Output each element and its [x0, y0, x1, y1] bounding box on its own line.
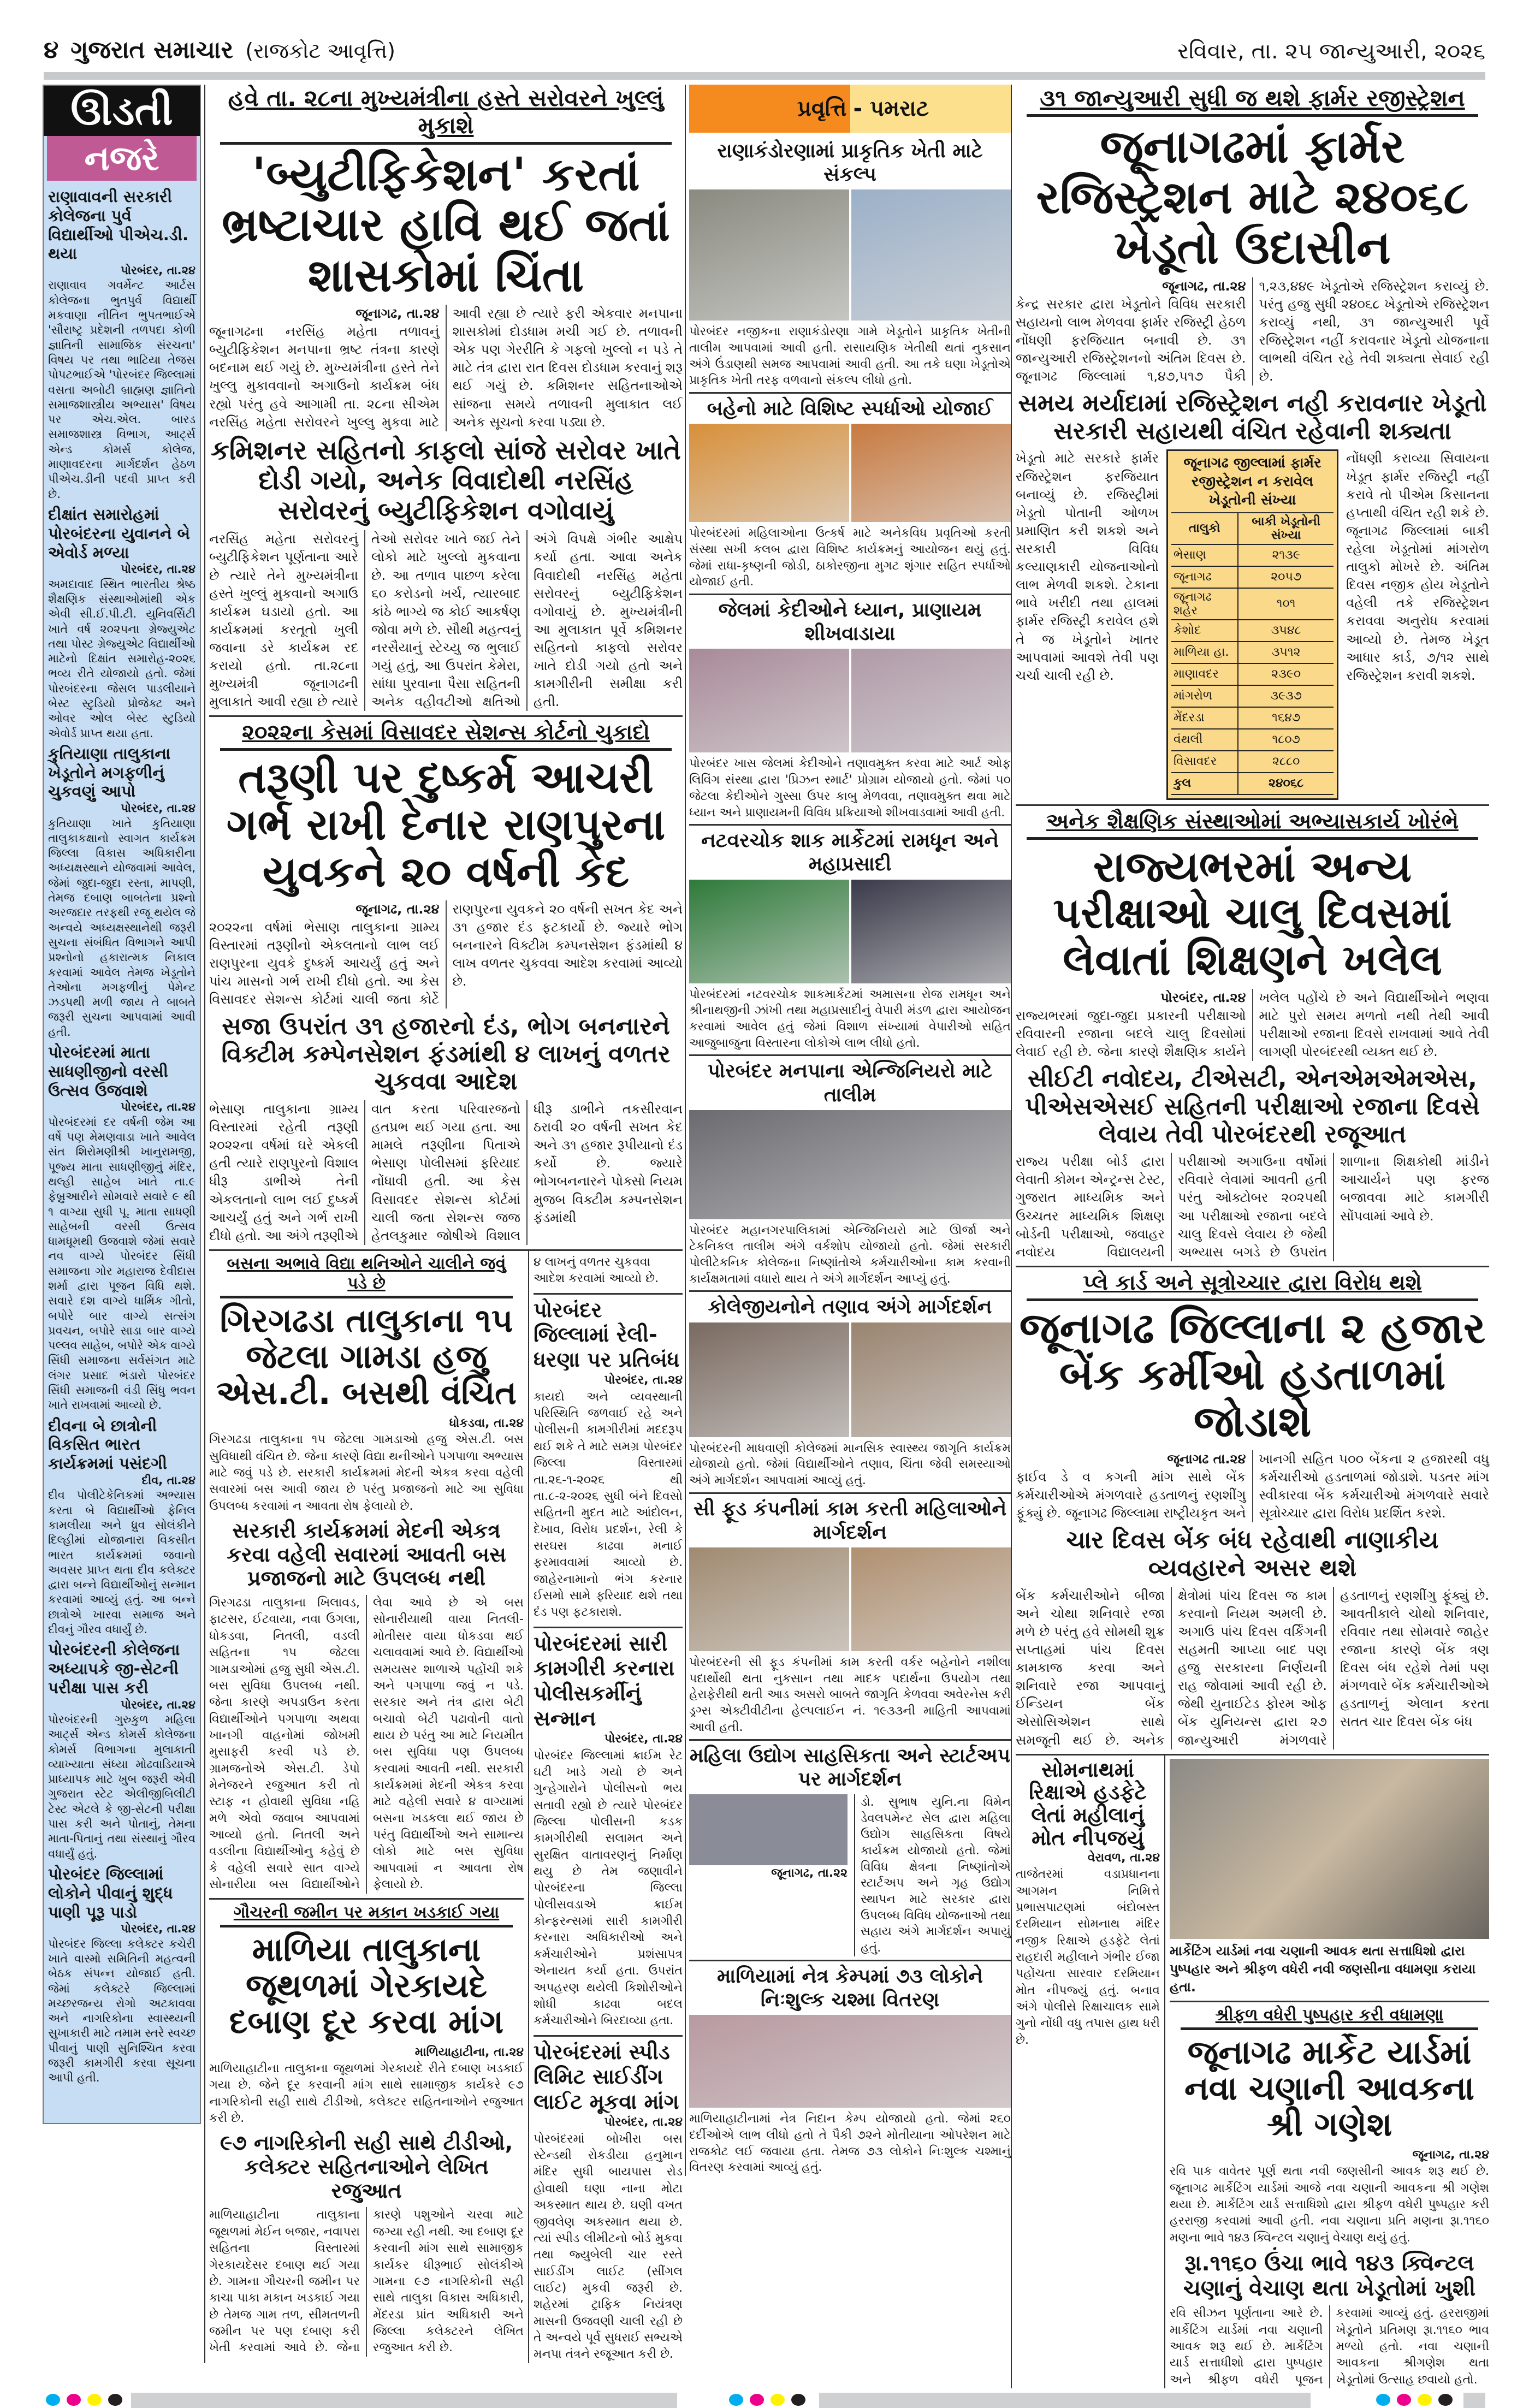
- story-subhead: સજા ઉપરાંત ૩૧ હજારનો દંડ, ભોગ બનનારને વિક્ટીમ કમ્પેનસેશન ફંડમાંથી ૪ લાખનું વળતર ચુકવવા આદેશ: [221, 1012, 671, 1096]
- story-headline: ગિરગઢડા તાલુકાના ૧૫ જેટલા ગામડા હજુ એસ.ટી. બસથી વંચિત: [216, 1301, 517, 1412]
- photo: [689, 649, 849, 752]
- registration-dot: [1438, 2394, 1453, 2406]
- intro-text: માળિયાહાટીના તાલુકાના જૂથળમાં ગેરકાયદે રીતે દબાણ ખડકાઈ ગયા છે. જેને દૂર કરવાની માંગ સાથે સામાજીક કાર્યકરે ૯૭ નાગરિકોની સહી સાથે ટીડીઓ, કલેક્ટર સહિતનાઓને રજુઆત કરી છે.: [209, 2061, 524, 2125]
- sidebar-article-body: પોરબંદરમાં દર વર્ષની જેમ આ વર્ષે પણ મેમણવાડા ખાતે આવેલ સંત શિરોમણીશ્રી ખાનુરામજી, પૂજ્ય માતા સાધણીજીનું મંદિર, થલ્હી સાહેબ ખાતે તા.૯ ફેબ્રુઆરીને સોમવારે સવારે ૯ થી ૧ વાગ્યા સુધી પૂ. માતા સાધણી સાહેબની વરસી ઉત્સવ ધામધૂમથી ઉજવાશે જેમાં સવારે નવ વાગ્યે પોરબંદર સિંધી સમાજના ગોર મહારાજ દેવીદાસ શર્મા દ્વારા પૂજન વિધિ થશે. સવારે દશ વાગ્યે ધાર્મિક ગીતો, બપોરે બાર વાગ્યે સત્સંગ પ્રવચન, બપોરે સાડા બાર વાગ્યે પલ્લવ સાહેબ, બપોરે એક વાગ્યે સિંધી સમાજના સર્વસંગત માટે લંગર પ્રસાદ ભંડારો પોરબંદર સિંધી સમાજની વંડી સિંધુ ભવન ખાતે રાખવામાં આવ્યો છે.: [48, 1115, 195, 1412]
- count-cell: ૩૫૪૮: [1238, 620, 1334, 642]
- dateline: પોરબંદર, તા.૨૪: [1160, 989, 1246, 1005]
- photo-story-caption: પોરબંદરમાં નટવરચોક શાકમાર્કેટમાં અમાસના રોજ રામધૂન અને શ્રીનાથજીની ઝાંખી તથા મહાપ્રસાદીનું વેપારી મંડળ દ્વારા આયોજન કરવામાં આવેલ હતું જેમાં વિશાળ સંખ્યામાં વેપારીઓ સહિત આજુબાજુના વિસ્તારના લોકોએ લાભ લીધો હતો.: [689, 987, 1011, 1050]
- taluka-cell: માંગરોળ: [1171, 685, 1238, 707]
- story-headline: રાજ્યભરમાં અન્ય પરીક્ષાઓ ચાલુ દિવસમાં લેવાતાં શિક્ષણને ખલેલ: [1053, 842, 1452, 986]
- taluka-cell: માળિયા હા.: [1171, 642, 1238, 663]
- photo: [689, 1110, 1011, 1219]
- photo-story-photo: [689, 2015, 1011, 2108]
- sidebar-article-headline: રાણાવાવની સરકારી કોલેજના પુર્વ વિદ્યાર્થીઓ પીએચ.ડી. થયા: [48, 187, 188, 263]
- intro-text: કેન્દ્ર સરકાર દ્વારા ખેડૂતોને વિવિધ સરકારી સહાયનો લાભ મેળવવા ફાર્મર રજિસ્ટ્રી હેઠળ નોંધણી ફરજિયાત બનાવી છે. ૩૧ જાન્યુઆરી રજિસ્ટ્રેશનનો અંતિમ દિવસ છે. જૂનાગઢ જિલ્લામાં ૧,૪૭,૫૧૭ પૈકી ૧,૨૩,૪૪૯ ખેડૂતોએ રજિસ્ટ્રેશન કરાવ્યું છે. પરંતુ હજુ સુધી ૨૪૦૬૮ ખેડૂતોએ રજિસ્ટ્રેશન કરાવ્યું નથી, ૩૧ જાન્યુઆરી પૂર્વે રજિસ્ટ્રેશન નહીં કરાવનાર ખેડૂતો યોજનાના લાભથી વંચિત રહે તેવી શક્યતા સેવાઈ રહી છે.: [1016, 278, 1489, 384]
- table-header: બાકી ખેડૂતોની સંખ્યા: [1238, 513, 1334, 544]
- court-story-continuation: ૪ લાખનું વળતર ચુકવવા આદેશ કરવામાં આવ્યો છે.: [534, 1255, 659, 1286]
- story-court-verdict: [209, 715, 683, 1245]
- table-row: [1171, 707, 1334, 729]
- header-rule: [44, 72, 1485, 80]
- table-row: [1171, 751, 1334, 773]
- story-subhead: સમય મર્યાદામાં રજિસ્ટ્રેશન નહી કરાવનાર ખેડૂતો સરકારી સહાયથી વંચિત રહેવાની શક્યતા: [1018, 389, 1487, 445]
- lower-left-stories: [209, 1251, 528, 2363]
- photo: [689, 2015, 1011, 2108]
- registration-dot: [1418, 2394, 1432, 2406]
- story-body: બેંક કર્મચારીઓને બીજા અને ચોથા શનિવારે રજા મળે છે પરંતુ હવે સોમથી શુક્ર સપ્તાહમાં પાંચ દિવસ કામકાજ કરવા અને શનિવારે રજા આપવાનું ઈન્ડિયન બેંક એસોસિએશન સાથે સમજૂતી થઈ છે. અનેક ક્ષેત્રોમાં પાંચ દિવસ જ કામ કરવાનો નિયમ અમલી છે. અગાઉ પાંચ દિવસ વર્કિંગની સહમતી આપ્યા બાદ પણ હજુ સરકારના નિર્ણયની રાહ જોવામાં આવી રહી છે. જેથી યુનાઈટેડ ફોરમ ઓફ બેંક યુનિયન્સ દ્વારા ૨૭ જાન્યુઆરી મંગળવારે હડતાળનું રણશીંગુ ફૂંક્યું છે. આવતીકાલે ચોથો શનિવાર, રવિવાર તથા સોમવારે જાહેર રજાના કારણે બેંક ત્રણ દિવસ બંધ રહેશે તેમાં પણ મંગળવારે બેંક કર્મચારીઓએ હડતાળનું એલાન કરતા સતત ચાર દિવસ બેંક બંધ: [1016, 1587, 1489, 1748]
- photo: [689, 424, 849, 522]
- photo-story-headline: પોરબંદર મનપાના એન્જિનિયરો માટે તાલીમ: [689, 1054, 1011, 1106]
- taluka-cell: માણાવદર: [1171, 663, 1238, 685]
- photo-story-photo: [689, 649, 1011, 752]
- brief-headline: પોરબંદરમાં સ્પીડ લિમિટ સાઈડીંગ લાઈટ મૂકવા માંગ: [534, 2035, 683, 2115]
- photo: [689, 189, 849, 321]
- sidebar-article-headline: દીવના બે છાત્રોની વિકસિત ભારત કાર્યક્રમમાં પસંદગી: [48, 1416, 167, 1473]
- dateline: ધોકડવા, તા.૨૪: [449, 1416, 524, 1430]
- dateline: જૂનાગઢ, તા.૨૪: [1412, 2148, 1489, 2162]
- photo-story-photo: [689, 880, 1011, 983]
- story-body-left: ખેડૂતો માટે સરકારે ફાર્મર રજિસ્ટ્રેશન ફરજિયાત બનાવ્યું છે. રજિસ્ટ્રીમાં ખેડૂતો પોતાની ઓળખ પ્રમાણિત કરી શકશે અને સરકારી વિવિધ કલ્યાણકારી યોજનાઓનો લાભ મેળવી શકશે. ટેકાના ભાવે ખરીદી તથા હાલમાં ફાર્મર રજિસ્ટ્રી કરાવેલ હશે તે જ ખેડૂતોને ખાતર આપવામાં આવશે તેવી પણ ચર્ચા ચાલી રહી છે.: [1016, 450, 1159, 683]
- photo: [689, 880, 849, 983]
- dateline: જૂનાગઢ તા.૨૪: [1167, 1451, 1246, 1467]
- photo: [851, 1547, 1011, 1651]
- story-intro: [209, 1415, 524, 1515]
- registration-dot: [46, 2394, 60, 2406]
- banner-right: [850, 85, 1011, 133]
- photo: [851, 880, 1011, 983]
- column-main-stories: [204, 85, 683, 2363]
- column-photo-stories: [685, 85, 1011, 2176]
- intro-text: રવિ પાક વાવેતર પૂર્ણ થતા નવી જણસીની આવક શરૂ થઈ છે. જૂનાગઢ માર્કેટિંગ યાર્ડમાં આજે નવા ચણાની આવકના શ્રી ગણેશ થયા છે. માર્કેટિંગ યાર્ડ સત્તાધિશો દ્વારા શ્રીફળ વધેરી પુષ્પહાર કરી હરરાજી કરવામાં આવી હતી. નવા ચણાના પ્રતિ મણના રૂા.૧૧૬૦ મણના ભાવે ૧૪૩ ક્વિન્ટલ ચણાનું વેચાણ થયું હતું.: [1170, 2164, 1489, 2245]
- sidebar-article-headline: દીક્ષાંત સમારોહમાં પોરબંદરના યુવાનને બે એવોર્ડ મળ્યા: [48, 505, 190, 562]
- photo-story-headline: બહેનો માટે વિશિષ્ટ સ્પર્ધાઓ યોજાઈ: [689, 392, 1011, 420]
- story-farmer-registration: [1016, 85, 1489, 800]
- count-cell: ૩૯૩૭: [1238, 685, 1334, 707]
- photo: [851, 424, 1011, 522]
- table-header: તાલુકો: [1171, 513, 1238, 544]
- story-body-right: નોંધણી કરાવ્યા સિવાયના ખેડૂત ફાર્મર રજિસ્ટ્રી નહીં કરાવે તો પીએમ કિસાનના હપ્તાથી વંચિત રહી શકે છે. જૂનાગઢ જિલ્લામાં બાકી રહેલા ખેડૂતોમાં માંગરોળ તાલુકો મોખરે છે. અંતિમ દિવસ નજીક હોય ખેડૂતોને વહેલી તકે રજિસ્ટ્રેશન કરાવવા અનુરોધ કરવામાં આવ્યો છે. તેમજ ખેડૂત આધાર કાર્ડ, ૭/૧૨ સાથે રજિસ્ટ્રેશન કરાવી શકશે.: [1346, 450, 1489, 683]
- story-body-split: [1016, 449, 1489, 799]
- story-body: રાજ્ય પરીક્ષા બોર્ડ દ્વારા લેવાતી કોમન એન્ટ્રન્સ ટેસ્ટ, ગુજરાત માધ્યમિક અને ઉચ્ચતર માધ્યમિક શિક્ષણ બોર્ડની પરીક્ષાઓ, જવાહર નવોદય વિદ્યાલયની પરીક્ષાઓ અગાઉના વર્ષોમાં રવિવારે લેવામાં આવતી હતી પરંતુ ઓક્ટોબર ૨૦૨૫થી આ પરીક્ષાઓ રજાના બદલે ચાલુ દિવસે લેવાય છે જેથી અભ્યાસ બગડે છે ઉપરાંત શાળાના શિક્ષકોથી માંડીને આચાર્યને પણ ફરજ બજાવવા માટે કામગીરી સોંપવામાં આવે છે.: [1016, 1154, 1489, 1260]
- sidebar-article-dateline: પોરબંદર, તા.૨૪: [121, 802, 195, 815]
- brief-dateline: પોરબંદર, તા.૨૪: [604, 1732, 683, 1746]
- table-row: [1171, 566, 1334, 588]
- dateline: જૂનાગઢ, તા.૨૪: [355, 305, 440, 321]
- story-headline: જૂનાગઢ જિલ્લાના ૨ હજાર બેંક કર્મીઓ હડતાળમાં જોડાશે: [1019, 1303, 1486, 1447]
- story-subhead: ૯૭ નાગરિકોની સહી સાથે ટીડીઓ, કલેક્ટર સહિતનાઓને લેખિત રજુઆત: [220, 2131, 513, 2203]
- taluka-cell: કુલ: [1171, 773, 1238, 794]
- brief-headline: પોરબંદરમાં સારી કામગીરી કરનારા પોલીસકર્મીનું સન્માન: [534, 1627, 683, 1731]
- section-banner: [689, 85, 1011, 133]
- photo-story-caption: પોરબંદરની સી ફૂડ કંપનીમાં કામ કરતી વર્કર બહેનોને નશીલા પદાર્થોથી થતા નુકસાન તથા માદક પદાર્થના ઉપયોગ તથા હેરાફેરીથી થતી આડ અસરો બાબતે જાગૃતિ કેળવવા અવેરનેસ કરી ડ્રગ્સ એક્ટીવીટીના હેલ્પલાઈન નં. ૧૯૩૩ની માહિતી આપવામાં આવી હતી.: [689, 1656, 1011, 1734]
- photo-story-photo: [689, 1322, 1011, 1437]
- brief-body: કાયદો અને વ્યવસ્થાની પરિસ્થિતિ જળવાઈ રહે અને પોલીસની કામગીરીમાં મદદરૂપ થઈ શકે તે માટે સમગ્ર પોરબંદર જિલ્લા વિસ્તારમાં તા.૨૬-૧-૨૦૨૬ થી તા.૮-૨-૨૦૨૬ સુધી બંને દિવસો સહિતની મુદત માટે આંદોલન, દેખાવ, વિરોધ પ્રદર્શન, રેલી કે સરઘસ કાઢવા મનાઈ ફરમાવવામાં આવ્યો છે. જાહેરનામાનો ભંગ કરનાર ઈસમો સામે ફરિયાદ થશે તથા દંડ પણ ફટકારાશે.: [534, 1390, 683, 1620]
- dateline: જૂનાગઢ, તા.૨૪: [1162, 278, 1246, 294]
- story-subhead: ચાર દિવસ બેંક બંધ રહેવાથી નાણાકીય વ્યવહારને અસર થશે: [1066, 1526, 1439, 1582]
- story-kicker: અનેક શૈક્ષણિક સંસ્થાઓમાં અભ્યાસકાર્ય ખોરંભે: [1027, 809, 1478, 840]
- story-body: નરસિંહ મહેતા સરોવરનું બ્યુટીફિકેશન પૂર્ણતાના આરે છે ત્યારે તેને મુખ્યમંત્રીના હસ્તે ખુલ્લું મુકવાનો અગાઉ કાર્યક્રમ ઘડાયો હતો. આ કાર્યક્રમમાં કરતૂતો ખુલી જવાના ડરે કાર્યક્રમ રદ કરાયો હતો. તા.૨૮ના મુખ્યમંત્રી જૂનાગઢની મુલાકાતે આવી રહ્યા છે ત્યારે તેઓ સરોવર ખાતે જઈ તેને લોકો માટે ખુલ્લો મુકવાના છે. આ તળાવ પાછળ કરેલા ૬૦ કરોડનો ખર્ચ, ત્યારબાદ કાંઠે ભાગ્યે જ કોઈ આકર્ષણ જોવા મળે છે. સૌથી મહત્વનું નરસૈયાનું સ્ટેચ્યુ જ ભુલાઈ ગયું હતું, આ ઉપરાંત કેમેરા, સાંધા પુરવાના પૈસા સહિતની અનેક વહીવટીઓ ક્ષતિઓ અંગે વિપક્ષે ગંભીર આક્ષેપ કર્યા હતા. આવા અનેક વિવાદોથી નરસિંહ મહેતા સરોવરનું બ્યુટીફિકેશન વગોવાયું છે. મુખ્યમંત્રીની આ મુલાકાત પૂર્વે કમિશનર સહિતનો કાફલો સરોવર ખાતે દોડી ગયો હતો અને કામગીરીની સમીક્ષા કરી હતી.: [209, 531, 683, 710]
- taluka-cell: કેશોદ: [1171, 620, 1238, 642]
- sidebar-article-body: દીવ પોલીટેકેનિકમાં અભ્યાસ કરતા બે વિદ્યાર્થીઓ ફેનિલ કામલીયા અને ધ્રુવ સોલંકીને દિલ્હીમાં યોજાનારા વિકસીત ભારત કાર્યક્રમમાં જવાનો અવસર પ્રાપ્ત થતા દીવ કલેક્ટર દ્વારા બન્ને વિદ્યાર્થીઓનું સન્માન કરવામાં આવ્યું હતું. આ બન્ને છાત્રોએ ખારવા સમાજ અને દીવનું ગૌરવ વધાર્યું છે.: [48, 1488, 195, 1636]
- column-right-stories: [1011, 85, 1489, 2388]
- count-cell: ૨૮૮૦: [1238, 751, 1334, 773]
- photo-stories: [689, 136, 1011, 2176]
- story-intro: [209, 900, 683, 1009]
- market-photo-caption: માર્કેટિંગ યાર્ડમાં નવા ચણાની આવક થતા સત્તાધિશો દ્વારા પુષ્પહાર અને શ્રીફળ વધેરી નવી જણસીના વધામણા કરાયા હતા.: [1170, 1943, 1476, 1995]
- count-cell: ૨૩૯૦: [1238, 663, 1334, 685]
- story-kicker: પ્લે કાર્ડ અને સૂત્રોચ્ચાર દ્વારા વિરોધ થશે: [1027, 1271, 1478, 1301]
- count-cell: ૨૧૩૯: [1238, 544, 1334, 566]
- sidebar-article-headline: કુતિયાણા તાલુકાના ખેડૂતોને મગફળીનું ચુકવણું આપો: [48, 744, 171, 801]
- dateline: જૂનાગઢ, તા.૨૪: [355, 901, 440, 917]
- photo-story-headline: મહિલા ઉદ્યોગ સાહસિકતા અને સ્ટાર્ટઅપ પર માર્ગદર્શન: [689, 1739, 1011, 1791]
- story-headline: જૂનાગઢમાં ફાર્મર રજિસ્ટ્રેશન માટે ૨૪૦૬૮ ખેડૂતો ઉદાસીન: [1036, 120, 1469, 275]
- side-briefs: [528, 1251, 683, 2363]
- story-kicker: બસના અભાવે વિદ્યા થનિઓને ચાલીને જવું પડે છે: [220, 1254, 513, 1298]
- banner-separator: -: [853, 96, 870, 121]
- photo-story-caption: પોરબંદર ખાસ જેલમાં કેદીઓને તણાવમુક્ત કરવા માટે આર્ટ ઓફ લિવિંગ સંસ્થા દ્વારા 'પ્રિઝન સ્માર્ટ' પ્રોગ્રામ યોજાયો હતો. જેમાં ૫૦ જેટલા કેદીઓને ગુસ્સા ઉપર કાબુ મેળવવા, તણાવમુક્ત થવા માટે ધ્યાન અને પ્રાણાયમની વિવિધ પ્રક્રિયાઓ શીખવાડવામાં આવી હતી.: [689, 757, 1011, 820]
- count-cell: ૩૫૧૨: [1238, 642, 1334, 663]
- dateline: વેરાવળ, તા.૨૪: [1087, 1851, 1160, 1865]
- intro-text: ફાઈવ ડે વ કગની માંગ સાથે બેંક કર્મચારીઓએ મંગળવારે હડતાળનું રણશીંગુ ફૂંક્યું છે. જૂનાગઢ જિલ્લામા રાષ્ટ્રીયકૃત અને ખાનગી સહિત ૫૦૦ બેંકના ૨ હજારથી વધુ કર્મચારીઓ હડતાળમાં જોડાશે. પડતર માંગ સ્વીકારવા બેંક કર્મચારીઓ મંગળવારે સવારે સૂત્રોચ્ચાર દ્વારા વિરોધ પ્રદર્શિત કરશે.: [1016, 1451, 1489, 1521]
- sidebar-article-dateline: પોરબંદર, તા.૨૪: [121, 1100, 195, 1114]
- lower-right-left: [1016, 1755, 1164, 2388]
- story-headline: માળિયા તાલુકાના જૂથળમાં ગેરકાયદે દબાણ દૂર કરવા માંગ: [229, 1930, 504, 2041]
- sidebar-article-headline: પોરબંદરની કોલેજના અધ્યાપકે જી-સેટની પરીક્ષા પાસ કરી: [48, 1640, 180, 1697]
- photo-story-photo: [689, 1110, 1011, 1219]
- registration-dot: [771, 2394, 785, 2406]
- photo-story-caption: માળિયાહાટીનામાં નેત્ર નિદાન કેમ્પ યોજાયો હતો. જેમાં ૨૬૦ દર્દીઓએ લાભ લીધો હતો તે પૈકી ૭૨ને મોતીયાના ઓપરેશન માટે રાજકોટ લઈ જવાયા હતા. તેમજ ૭૩ લોકોને નિઃશુલ્ક ચશ્માનું વિતરણ કરવામાં આવ્યું હતું.: [689, 2112, 1011, 2175]
- story-kicker: ગૌચરની જમીન પર મકાન ખડકાઈ ગયા: [220, 1903, 513, 1927]
- registration-dot: [108, 2394, 122, 2406]
- sidebar-udti-najre: [43, 85, 201, 2124]
- photo-story-caption: પોરબંદર મહાનગરપાલિકામાં એન્જિનિયરો માટે ઊર્જા અને ટેકનિકલ તાલીમ અંગે વર્કશોપ યોજાયો હતો. જેમાં સરકારી પોલીટેકનિક કોલેજના નિષ્ણાંતોએ કર્મચારીઓના કામ કરવાની કાર્યક્ષમતામાં વધારો થાય તે અંગે માર્ગદર્શન આપ્યું હતું.: [689, 1223, 1011, 1286]
- taluka-cell: મેંદરડા: [1171, 707, 1238, 729]
- photo-story-caption: પોરબંદરમાં મહિલાઓના ઉત્કર્ષ માટે અનેકવિધ પ્રવૃતિઓ કરતી સંસ્થા સખી કલબ દ્વારા વિશિષ્ટ કાર્યક્રમનું આયોજન થયું હતું. જેમાં રાધા-કૃષ્ણની જોડી, ઠાકોરજીના મુગટ શૃંગાર સહિત સ્પર્ધાઓ યોજાઈ હતી.: [689, 526, 1011, 589]
- taluka-cell: ભેસાણ: [1171, 544, 1238, 566]
- sidebar-article-dateline: પોરબંદર, તા.૨૪: [121, 1922, 195, 1936]
- intro-text: ગિરગઢડા તાલુકાના ૧૫ જેટલા ગામડાઓ હજુ એસ.ટી. બસ સુવિધાથી વંચિત છે. જેના કારણે વિદ્યા થનીઓને પગપાળા અભ્યાસ માટે જવું પડે છે. સરકારી કાર્યક્રમમાં મેદની એકત્ર કરવા વહેલી સવારમાં બસ આવી જાય છે પરંતુ પ્રજાજનો માટે આ સુવિધા ઉપલબ્ધ કરવામાં ન આવતા રોષ ફેલાયો છે.: [209, 1433, 524, 1513]
- sidebar-article-headline: પોરબંદર જિલ્લામાં લોકોને પીવાનું શુદ્ધ પાણી પૂરૂ પાડો: [48, 1864, 173, 1921]
- story-market-yard: [1170, 2001, 1489, 2388]
- photo-story-caption: પોરબંદરની માધવાણી કોલેજમાં માનસિક સ્વાસ્થ્ય જાગૃતિ કાર્યક્રમ યોજાયો હતો. જેમાં વિદ્યાર્થીઓને તણાવ, ચિંતા જેવી સમસ્યાઓ અંગે માર્ગદર્શન આપવામાં આવ્યું હતું.: [689, 1441, 1011, 1487]
- story-headline: 'બ્યુટીફિકેશન' કરતાં ભ્રષ્ટાચાર હાવિ થઈ જતાં શાસકોમાં ચિંતા: [222, 147, 670, 302]
- story-kicker: ૩૧ જાન્યુઆરી સુધી જ થશે ફાર્મર રજીસ્ટ્રેશન: [1027, 85, 1478, 117]
- intro-text: રાજ્યભરમાં જુદા-જુદા પ્રકારની પરીક્ષાઓ રવિવારની રજાના બદલે ચાલુ દિવસોમાં લેવાઈ રહી છે. જેના કારણે શૈક્ષણિક કાર્યને ખલેલ પહોંચે છે અને વિદ્યાર્થીઓને ભણવા માટે પુરો સમય મળતો નથી તેથી આવી પરીક્ષાઓ રજાના દિવસે રાખવામાં આવે તેવી લાગણી પોરબંદરથી વ્યક્ત થઈ છે.: [1016, 989, 1489, 1060]
- story-intro: [1016, 277, 1489, 386]
- print-bar: [1463, 2393, 1485, 2408]
- registration-dot: [1397, 2394, 1411, 2406]
- sidebar-title: ઊડતી: [44, 86, 200, 136]
- photo-story-caption: ડો. સુભાષ યુનિ.ના વિમેન ડેવલપમેન્ટ સેલ દ્વારા મહિલા ઉદ્યોગ સાહસિકતા વિષયે કાર્યક્રમ યોજાયો હતો. જેમાં વિવિધ ક્ષેત્રના નિષ્ણાંતોએ સ્ટાર્ટઅપ અને ગૃહ ઉદ્યોગ સ્થાપન માટે સરકાર દ્વારા ઉપલબ્ધ વિવિધ યોજનાઓ તથા સહાય અંગે માર્ગદર્શન અપાયું હતું.: [854, 1794, 1011, 1956]
- paper-name: ગુજરાત સમાચાર: [70, 36, 234, 64]
- photo-story-photo: [689, 189, 1011, 321]
- sidebar-article-headline: પોરબંદરમાં માતા સાધણીજીનો વરસી ઉત્સવ ઉજવાશે: [48, 1043, 168, 1100]
- story-bank-strike: [1016, 1266, 1489, 1749]
- data-table: [1171, 513, 1334, 795]
- photo-story-headline: જેલમાં કેદીઓને ધ્યાન, પ્રાણાયમ શીખવાડાયા: [689, 594, 1011, 645]
- taluka-cell: વંથલી: [1171, 729, 1238, 751]
- table-row: [1171, 773, 1334, 794]
- issue-date: રવિવાર, તા. ૨૫ જાન્યુઆરી, ૨૦૨૬: [1177, 39, 1485, 64]
- banner-left: પ્રવૃત્તિ: [689, 85, 850, 133]
- photo: [689, 1794, 848, 1865]
- story-kicker: હવે તા. ૨૮ના મુખ્યમંત્રીના હસ્તે સરોવરને ખુલ્લું મુકાશે: [220, 85, 672, 145]
- print-bar: [819, 2393, 1311, 2408]
- sidebar-article-body: કુતિયાણા ખાતે કુતિયાણા તાલુકાકક્ષાનો સ્વાગત કાર્યક્રમ જિલ્લા વિકાસ અધિકારીના અધ્યક્ષસ્થાને યોજવામાં આવેલ, જેમાં જુદા-જુદા રસ્તા, માપણી, તેમજ દબાણ બાબતેના પ્રશ્નો અરજદાર તરફથી રજૂ થયેલ જે અન્વયે અધ્યક્ષસ્થાનેથી જરૂરી સુચના સંબંધિત વિભાગને આપી પ્રશ્નોનો હકારાત્મક નિકાલ કરવામાં આવેલ તેમજ ખેડૂતોને તેઓના મગફળીનું પેમેન્ટ ઝડપથી મળી જાય તે બાબતે જરૂરી સુચના આપવામાં આવી હતી.: [48, 816, 195, 1039]
- photo-story-photo: [689, 1547, 1011, 1651]
- story-somnath-accident: [1016, 1759, 1160, 2049]
- taluka-cell: વિસાવદર: [1171, 751, 1238, 773]
- taluka-cell: જૂનાગઢ: [1171, 566, 1238, 588]
- table-row: [1171, 620, 1334, 642]
- sidebar-article-body: રાણાવાવ ગવર્મેન્ટ આર્ટસ કોલેજના ભુતપુર્વ વિદ્યાર્થી મકવાણા નીતિન ભુપતભાઈએ 'સૌરાષ્ટ્ર પ્રદેશની તળપદા કોળી જ્ઞાતિની સામાજિક સંરચના' વિષય પર તથા ભાટિયા તેજસ પોપટભાઈએ 'પોરબંદર જિલ્લામાં વસતા અબોટી બ્રાહ્મણ જ્ઞાતિનો સમાજશાસ્ત્રીય અભ્યાસ' વિષય પર એચ.એલ. બારડ સમાજશાસ્ત્ર વિભાગ, આર્ટ્સ એન્ડ કોમર્સ કોલેજ, માણાવદરના માર્ગદર્શન હેઠળ પીએચ.ડીની પદવી પ્રાપ્ત કરી છે.: [48, 278, 195, 501]
- print-bar: [131, 2393, 677, 2408]
- lower-right-row: [1016, 1754, 1489, 2388]
- story-headline: સોમનાથમાં રિક્ષાએ હડફેટે લેતાં મહીલાનું મોત નીપજયું: [1029, 1757, 1147, 1851]
- lower-story-row: [209, 1249, 683, 2363]
- table-title: જૂનાગઢ જીલ્લામાં ફાર્મર રજીસ્ટ્રેશન ન કરાવેલ ખેડૂતોની સંખ્યા: [1171, 454, 1334, 513]
- photo-story-headline: માળિયામાં નેત્ર કેમ્પમાં ૭૩ લોકોને નિઃશુલ્ક ચશ્મા વિતરણ: [689, 1960, 1011, 2012]
- taluka-cell: જૂનાગઢ શહેર: [1171, 588, 1238, 620]
- table-row: [1171, 588, 1334, 620]
- story-headline: તરૂણી પર દુષ્કર્મ આચરી ગર્ભ રાખી દેનાર રાણપુરના યુવકને ૨૦ વર્ષની કેદ: [226, 754, 666, 897]
- story-headline: જૂનાગઢ માર્કેટ યાર્ડમાં નવા ચણાની આવકના શ્રી ગણેશ: [1184, 2033, 1474, 2144]
- sidebar-article-dateline: પોરબંદર, તા.૨૪: [121, 562, 195, 576]
- lead-story-beautification: [209, 85, 683, 711]
- market-yard-photo: [1170, 1759, 1489, 1939]
- registration-dot: [791, 2394, 805, 2406]
- story-intro: [1016, 1450, 1489, 1522]
- registration-dot: [67, 2394, 81, 2406]
- edition: (રાજકોટ આવૃત્તિ): [245, 39, 395, 63]
- sidebar-article-body: અમદાવાદ સ્થિત ભારતીય શ્રેષ્ઠ શૈક્ષણિક સંસ્થાઓમાંથી એક એવી સી.ઈ.પી.ટી. યુનિવર્સિટી ખાતે વર્ષ ૨૦૨૫ના ગ્રેજ્યુએટ તથા પોસ્ટ ગ્રેજ્યુએટ વિદ્યાર્થીઓ માટેનો દિક્ષાંત સમારોહ-૨૦૨૬ ભવ્ય રીતે યોજાયો હતો. જેમાં પોરબંદરના જેસલ પાડલીયાને બેસ્ટ સ્ટુડિયો પ્રોજેક્ટ અને ઓવર ઓલ બેસ્ટ સ્ટુડિયો એવોર્ડ પ્રાપ્ત થયા હતા.: [48, 577, 195, 740]
- intro-text: જૂનાગઢના નરસિંહ મહેતા તળાવનું બ્યુટીફિકેશન મનપાના ભ્રષ્ટ તંત્રના કારણે બદનામ થઈ ગયું છે. મુખ્યમંત્રીના હસ્તે તેને ખુલ્લુ મુકાવવાનો અગાઉનો કાર્યક્રમ બંધ રહ્યો પરંતુ હવે આગામી તા. ૨૮ના સીએમ નરસિંહ મહેતા સરોવરને ખુલ્લુ મુકવા માટે આવી રહ્યા છે ત્યારે ફરી એકવાર મનપાના શાસકોમાં દોડધામ મચી ગઈ છે. તળાવની એક પણ ગેરરીતિ કે ગફલો ખુલ્લો ન પડે તે માટે તંત્ર દ્વારા રાત દિવસ દોડધામ કરવાનું શરૂ થઈ ગયું છે. કમિશનર સહિતનાઓએ સાંજના સમયે તળાવની મુલાકાત લઈ અનેક સૂચનો કરવા પડ્યા છે.: [209, 305, 683, 430]
- registration-dot: [1376, 2394, 1390, 2406]
- story-intro: [209, 2044, 524, 2127]
- photo-story-row: [689, 1794, 1011, 1956]
- table-row: [1171, 729, 1334, 751]
- lower-right-right: [1164, 1755, 1489, 2388]
- photo: [689, 1547, 849, 1651]
- story-kicker: ૨૦૨૨ના કેસમાં વિસાવદર સેશન્સ કોર્ટનો ચુકાદો: [220, 720, 672, 751]
- photo: [689, 1322, 849, 1437]
- page-number: ૪: [44, 36, 59, 64]
- brief-body: પોરબંદર જિલ્લામાં ક્રાઈમ રેટ ઘટી ખાડે ગયો છે અને ગુન્હેગારોને પોલીસનો ભય સતાવી રહ્યો છે ત્યારે પોરબંદર જિલ્લા પોલીસની કડક કામગીરીથી સલામત અને સુરક્ષિત વાતાવરણનું નિર્માણ થયુ છે તેમ જણાવીને પોરબંદરના જિલ્લા પોલીસવડાએ ક્રાઈમ કોન્ફરન્સમાં સારી કામગીરી કરનારા અધિકારીઓ અને કર્મચારીઓને પ્રશંસાપત્ર એનાયત કર્યા હતા. ઉપરાંત અપહરણ થયેલી કિશોરીઓને શોધી કાઢવા બદલ કર્મચારીઓને બિરદાવ્યા હતા.: [534, 1748, 683, 2028]
- brief-dateline: પોરબંદર, તા.૨૪: [604, 1373, 683, 1387]
- count-cell: ૧૮૦૭: [1238, 729, 1334, 751]
- registration-dot: [729, 2394, 743, 2406]
- sidebar-subtitle: નજરે: [47, 136, 197, 181]
- story-body: રવિ સીઝન પૂર્ણતાના આરે છે. માર્કેટિંગ યાર્ડમાં નવા ચણાની આવક શરૂ થઈ છે. માર્કેટિંગ યાર્ડ સત્તાધીશો દ્વારા પુષ્પહાર અને શ્રીફળ વધેરી પૂજન કરવામાં આવ્યું હતું. હરરાજીમાં ખેડૂતોને પ્રતિમણ રૂા.૧૧૬૦ ભાવ મળ્યો હતો. નવા ચણાની આવકના શ્રીગણેશ થતા ખેડૂતોમાં ઉત્સાહ છવાયો હતો.: [1170, 2306, 1489, 2387]
- count-cell: ૧૦૧: [1238, 588, 1334, 620]
- story-body: તાજેતરમાં વડાપ્રધાનના આગમન નિમિત્તે પ્રભાસપાટણમાં બંદોબસ્ત દરમિયાન સોમનાથ મંદિર નજીક રિક્ષાએ હડફેટે લેતાં રાહદારી મહીલાને ગંભીર ઈજા પહોંચતા સારવાર દરમિયાન મોત નીપજ્યું હતું. બનાવ અંગે પોલીસે રિક્ષાચાલક સામે ગુનો નોંધી વધુ તપાસ હાથ ધરી છે.: [1016, 1867, 1160, 2047]
- table-row: [1171, 663, 1334, 685]
- story-intro: [1170, 2147, 1489, 2246]
- story-subhead: કમિશનર સહિતનો કાફલો સાંજે સરોવર ખાતે દોડી ગયો, અનેક વિવાદોથી નરસિંહ સરોવરનું બ્યુટીફિકેશન વગોવાયું: [211, 435, 681, 526]
- photo-story-headline: સી ફૂડ કંપનીમાં કામ કરતી મહિલાઓને માર્ગદર્શન: [689, 1492, 1011, 1544]
- sidebar-article-dateline: પોરબંદર, તા.૨૪: [121, 264, 195, 277]
- intro-text: ૨૦૨૨ના વર્ષમાં ભેસાણ તાલુકાના ગ્રામ્ય વિસ્તારમાં તરૂણીનો એકલતાનો લાભ લઈ રાણપુરના યુવકે દુષ્કર્મ આચર્યું હતું અને પાંચ માસનો ગર્ભ રાખી દીધો હતો. આ કેસ વિસાવદર સેશન્સ કોર્ટમાં ચાલી જતા કોર્ટે રાણપુરના યુવકને ૨૦ વર્ષની સખત કેદ અને ૩૧ હજાર દંડ ફટકાર્યો છે. જ્યારે ભોગ બનનારને વિક્ટીમ કમ્પનસેશન ફંડમાંથી ૪ લાખ વળતર ચુકવવા આદેશ કરવામાં આવ્યો છે.: [209, 901, 683, 1007]
- brief-body: પોરબંદરમાં બોખીરા બસ સ્ટેન્ડથી રોકડીયા હનુમાન મંદિર સુધી બાયપાસ રોડ હોવાથી ઘણા નાના મોટા અકસ્માત થાય છે. ઘણી વખત જીવલેણ અકસ્માત થયા છે. ત્યાં સ્પીડ લીમીટનો બોર્ડ મુકવા તથા જ્યુબેલી ચાર રસ્તે સાઈડીંગ લાઈટ (સીંગલ લાઈટ) મુકવી જરૂરી છે. શહેરમાં ટ્રાફિક નિયંત્રણ માસની ઉજવણી ચાલી રહી છે તે અન્વયે પૂર્વ સુધરાઈ સભ્યએ મનપા તંત્રને રજૂઆત કરી છે.: [534, 2132, 683, 2362]
- photo-story-left: [689, 1794, 848, 1956]
- story-intro: [209, 305, 683, 431]
- brief-headline: પોરબંદર જિલ્લામાં રેલી-ધરણા પર પ્રતિબંધ: [534, 1293, 683, 1373]
- sidebar-article-body: પોરબંદરની ગુરુકુળ મહિલા આર્ટ્સ એન્ડ કોમર્સ કોલેજના કોમર્સ વિભાગના મુલાકાતી વ્યાખ્યાતા સંધ્યા મોઢવાડિયાએ પ્રાધ્યાપક માટે ખુબ જરૂરી એવી ગુજરાત સ્ટેટ એલીજીબિલીટી ટેસ્ટ એટલે કે જી-સેટની પરીક્ષા પાસ કરી અને પોતાનું, તેમના માતા-પિતાનું તથા સંસ્થાનું ગૌરવ વધાર્યું હતું.: [48, 1713, 195, 1860]
- farmer-registration-table: [1166, 449, 1338, 799]
- photo-story-photo: [689, 424, 1011, 522]
- story-subhead: રૂા.૧૧૬૦ ઉંચા ભાવે ૧૪૩ ક્વિન્ટલ ચણાનું વેચાણ થતા ખેડૂતોમાં ખુશી: [1183, 2251, 1476, 2302]
- sidebar-articles: [44, 181, 200, 2089]
- photo-story-headline: રાણાકંડોરણામાં પ્રાકૃતિક ખેતી માટે સંકલ્પ: [717, 140, 983, 186]
- registration-dot: [750, 2394, 764, 2406]
- story-body: ભેસાણ તાલુકાના ગ્રામ્ય વિસ્તારમાં રહેતી તરૂણી ૨૦૨૨ના વર્ષમાં ઘરે એકલી હતી ત્યારે રાણપુરનો વિશાલ ધીરૂ ડાભીએ તેની એકલતાનો લાભ લઈ દુષ્કર્મ આચર્યું હતું અને ગર્ભ રાખી દીધો હતો. આ અંગે તરૂણીએ વાત કરતા પરિવારજનો હતપ્રભ થઈ ગયા હતા. આ મામલે તરૂણીના પિતાએ ભેસાણ પોલીસમાં ફરિયાદ નોંધાવી હતી. આ કેસ વિસાવદર સેશન્સ કોર્ટમાં ચાલી જતા સેશન્સ જજ હેતલકુમાર જોષીએ વિશાલ ધીરૂ ડાભીને તકસીરવાન ઠરાવી ૨૦ વર્ષની સખત કેદ અને ૩૧ હજાર રૂપીયાનો દંડ કર્યો છે. જ્યારે ભોગબનનારને પોક્સો નિયમ મુજબ વિક્ટીમ કમ્પનસેશન ફંડમાંથી: [209, 1101, 683, 1243]
- count-cell: ૨૦૫૭: [1238, 566, 1334, 588]
- sidebar-article-body: પોરબંદર જિલ્લા કલેક્ટર કચેરી ખાતે વાસ્મો સમિતિની મહત્વની બેઠક સંપન્ન યોજાઈ હતી. જેમાં કલેક્ટરે જિલ્લામાં મચ્છરજન્ય રોગો અટકાવવા અને નાગરિકોના સ્વાસ્થ્યની સુખાકારી માટે તમામ સ્તરે સ્વચ્છ પીવાનું પાણી સુનિશ્ચિત કરવા જરૂરી કામગીરી કરવા સૂચના આપી હતી.: [48, 1937, 196, 2085]
- story-body: ગિરગઢડા તાલુકાના ખિલાવડ, ફાટસર, ઈટવાયા, નવા ઉગલા, ધોકડવા, નિતલી, વડલી સહિતના ૧૫ જેટલા ગામડાઓમાં હજુ સુધી એસ.ટી. બસ સુવિધા ઉપલબ્ધ નથી. જેના કારણે અપડાઉન કરતા વિદ્યાર્થીઓને પગપાળા અથવા ખાનગી વાહનોમાં જોખમી મુસાફરી કરવી પડે છે. ગ્રામજનોએ એસ.ટી. ડેપો મેનેજરને રજુઆત કરી તો સ્ટાફ ન હોવાથી સુવિધા નહિ મળે એવો જવાબ આપવામાં આવ્યો હતો. નિતલી અને વડલીના વિદ્યાર્થીઓનુ કહેવું છે કે વહેલી સવારે સાત વાગ્યે સોનારીયા બસ વિદ્યાર્થીઓને લેવા આવે છે એ બસ સોનારીયાથી વાયા નિતલી-મોતીસર વાયા ધોકડવા થઈ ચલાવવામાં આવે છે. વિદ્યાર્થીઓ સમયસર શાળાએ પહોંચી શકે અને પગપાળા જવું ન પડે. સરકાર અને તંત્ર દ્વારા બેટી બચાવો બેટી પઢાવોની વાતો થાય છે પરંતુ આ માટે નિયમીત બસ સુવિધા પણ ઉપલબ્ધ કરવામાં આવતી નથી. સરકારી કાર્યક્રમમાં મેદની એકત્ર કરવા માટે વહેલી સવારે ૪ વાગ્યામાં બસના ખડકલા થઈ જાય છે પરંતુ વિદ્યાર્થીઓ અને સામાન્ય લોકો માટે બસ સુવિધા આપવામાં ન આવતા રોષ ફેલાયો છે.: [209, 1596, 524, 1892]
- photo-story-caption: પોરબંદર નજીકના રાણાકંડોરણા ગામે ખેડૂતોને પ્રાકૃતિક ખેતીની તાલીમ આપવામાં આવી હતી. રાસાયણિક ખેતીથી થતાં નુકસાન અંગે ઉંડાણથી સમજ આપવામાં આવી હતી. આ તકે ઘણા ખેડૂતોએ પ્રાકૃતિક ખેતી તરફ વળવાનો સંકલ્પ લીધો હતો.: [689, 325, 1011, 388]
- story-maliya-encroachment: [209, 1898, 524, 2357]
- photo-story-headline: નટવરચોક શાક માર્કેટમાં રામધૂન અને મહાપ્રસાદી: [689, 824, 1011, 876]
- table-row: [1171, 685, 1334, 707]
- sidebar-article-dateline: પોરબંદર, તા.૨૪: [121, 1698, 195, 1711]
- brief-dateline: પોરબંદર, તા.૨૪: [604, 2115, 683, 2130]
- story-kicker: શ્રીફળ વધેરી પુષ્પહાર કરી વધામણા: [1181, 2006, 1478, 2030]
- story-st-bus: [209, 1254, 524, 1894]
- count-cell: ૨૪૦૬૮: [1238, 773, 1334, 794]
- dateline: માળિયાહાટીના, તા.૨૪: [414, 2045, 524, 2059]
- table-row: [1171, 544, 1334, 566]
- story-body: માળિયાહાટીના તાલુકાના જૂથળમાં મેઈન બજાર, નવાપરા સહિતના વિસ્તારમાં ગેરકાયદેસર દબાણ થઈ ગયા છે. ગામના ગૌચરની જમીન પર કાચા પાકા મકાન ખડકાઈ ગયા છે તેમજ ગામ તળ, સીમતળની જમીન પર પણ દબાણ કરી ખેતી કરવામાં આવે છે. જેના કારણે પશુઓને ચરવા માટે જગ્યા રહી નથી. આ દબાણ દૂર કરવાની માંગ સાથે સામાજીક કાર્યકર ધીરૂભાઈ સોલંકીએ ગામના ૯૭ નાગરિકોની સહી સાથે તાલુકા વિકાસ અધિકારી, મેંદરડા પ્રાંત અધિકારી અને જિલ્લા કલેક્ટરને લેખિત રજુઆત કરી છે.: [209, 2208, 524, 2355]
- story-subhead: સીઈટી નવોદય, ટીએસટી, એનએમએમએસ, પીએસએસઈ સહિતની પરીક્ષાઓ રજાના દિવસે લેવાય તેવી પોરબંદરથી રજૂઆત: [1025, 1065, 1480, 1148]
- story-exams: [1016, 804, 1489, 1261]
- masthead: [44, 34, 395, 67]
- photo: [851, 189, 1011, 321]
- photo: [851, 649, 1011, 752]
- story-subhead: સરકારી કાર્યક્રમમાં મેદની એકત્ર કરવા વહેલી સવારમાં આવતી બસ પ્રજાજનો માટે ઉપલબ્ધ નથી: [227, 1519, 506, 1591]
- table-row: [1171, 642, 1334, 663]
- story-intro: [1016, 989, 1489, 1061]
- sidebar-article-dateline: દીવ, તા.૨૪: [141, 1474, 195, 1487]
- photo-story-headline: કોલેજીયનોને તણાવ અંગે માર્ગદર્શન: [689, 1290, 1011, 1319]
- photo: [851, 1322, 1011, 1437]
- banner-right-text: પમરાટ: [870, 96, 929, 121]
- count-cell: ૧૬૪૭: [1238, 707, 1334, 729]
- photo-story-dateline: જૂનાગઢ, તા.૨૨: [771, 1866, 848, 1880]
- registration-dot: [87, 2394, 102, 2406]
